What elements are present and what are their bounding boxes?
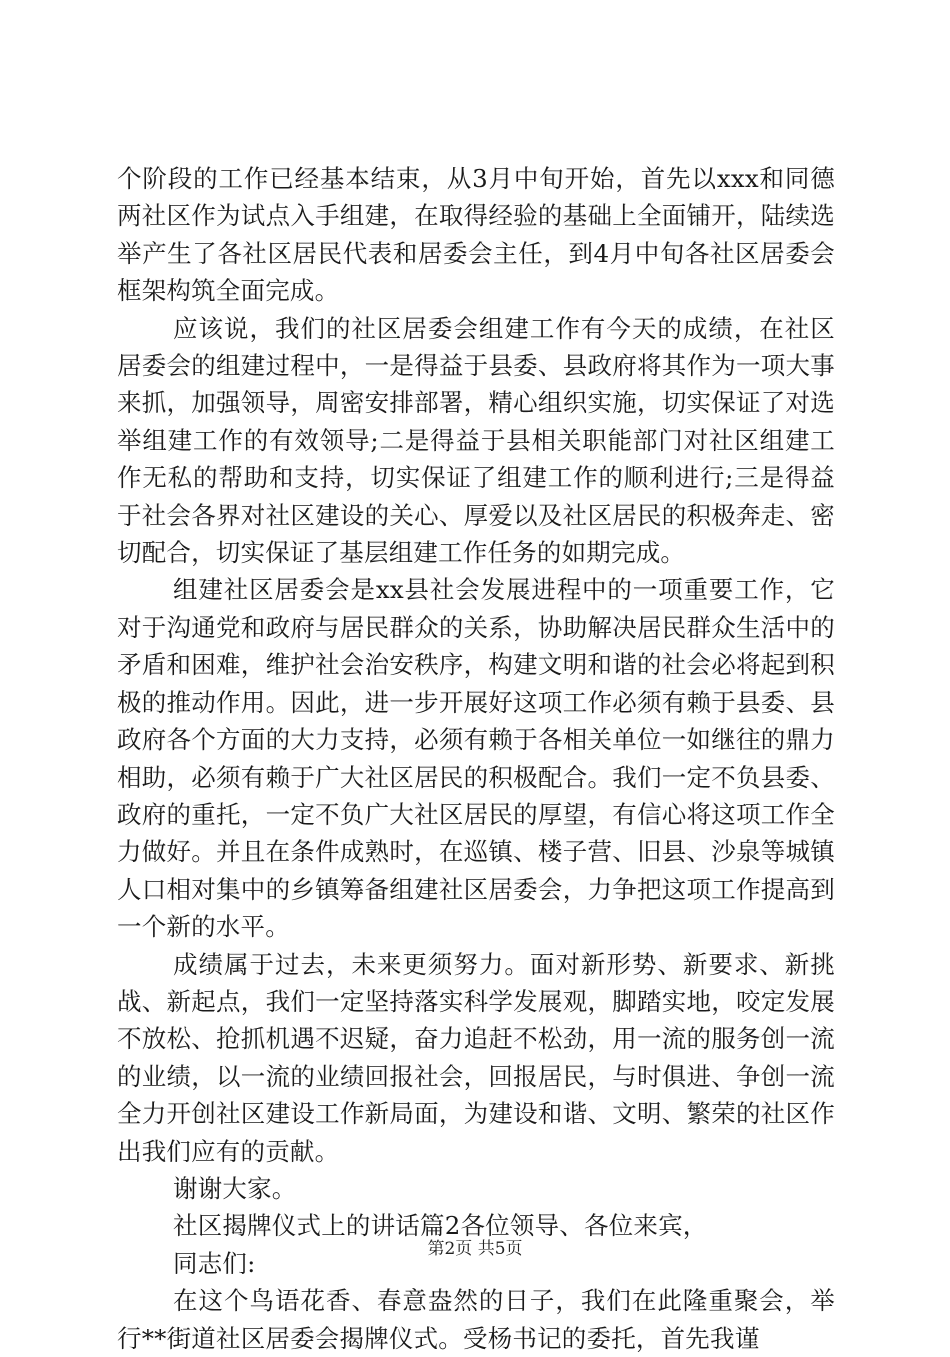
page-footer: 第2页 共5页: [427, 1239, 523, 1259]
paragraph-significance: 组建社区居委会是xx县社会发展进程中的一项重要工作，它对于沟通党和政府与居民群众的关系，协助解决居民群众生活中的矛盾和困难，维护社会治安秩序，构建文明和谐的社会必将起到积极的推动作用。因此，进一步开展好这项工作必须有赖于县委、县政府各个方面的大力支持，必须有赖于各相关单位一如继往的鼎力相助，必须有赖于广大社区居民的积极配合。我们一定不负县委、政府的重托，一定不负广大社区居民的厚望，有信心将这项工作全力做好。并且在条件成熟时，在巡镇、楼子营、旧县、沙泉等城镇人口相对集中的乡镇筹备组建社区居委会，力争把这项工作提高到一个新的水平。: [117, 575, 835, 942]
paragraph-thanks: 谢谢大家。: [173, 1173, 297, 1203]
paragraph-section-heading: 社区揭牌仪式上的讲话篇2各位领导、各位来宾，: [173, 1211, 708, 1241]
paragraph-opening: 在这个鸟语花香、春意盎然的日子，我们在此隆重聚会，举行**街道社区居委会揭牌仪式。受杨书记的委托，首先我谨: [117, 1286, 835, 1353]
paragraph-continuation: 个阶段的工作已经基本结束，从3月中旬开始，首先以xxx和同德两社区作为试点入手组建，在取得经验的基础上全面铺开，陆续选举产生了各社区居民代表和居委会主任，到4月中旬各社区居委会框架构筑全面完成。: [117, 164, 835, 306]
paragraph-outlook: 成绩属于过去，未来更须努力。面对新形势、新要求、新挑战、新起点，我们一定坚持落实科学发展观，脚踏实地，咬定发展不放松、抢抓机遇不迟疑，奋力追赶不松劲，用一流的服务创一流的业绩，以一流的业绩回报社会，回报居民，与时俱进、争创一流全力开创社区建设工作新局面，为建设和谐、文明、繁荣的社区作出我们应有的贡献。: [117, 949, 835, 1166]
document-body: [117, 160, 835, 1357]
paragraph-salutation: 同志们:: [173, 1248, 256, 1278]
paragraph-acknowledgement: 应该说，我们的社区居委会组建工作有今天的成绩，在社区居委会的组建过程中，一是得益于县委、县政府将其作为一项大事来抓，加强领导，周密安排部署，精心组织实施，切实保证了对选举组建工作的有效领导;二是得益于县相关职能部门对社区组建工作无私的帮助和支持，切实保证了组建工作的顺利进行;三是得益于社会各界对社区建设的关心、厚爱以及社区居民的积极奔走、密切配合，切实保证了基层组建工作任务的如期完成。: [117, 313, 835, 568]
